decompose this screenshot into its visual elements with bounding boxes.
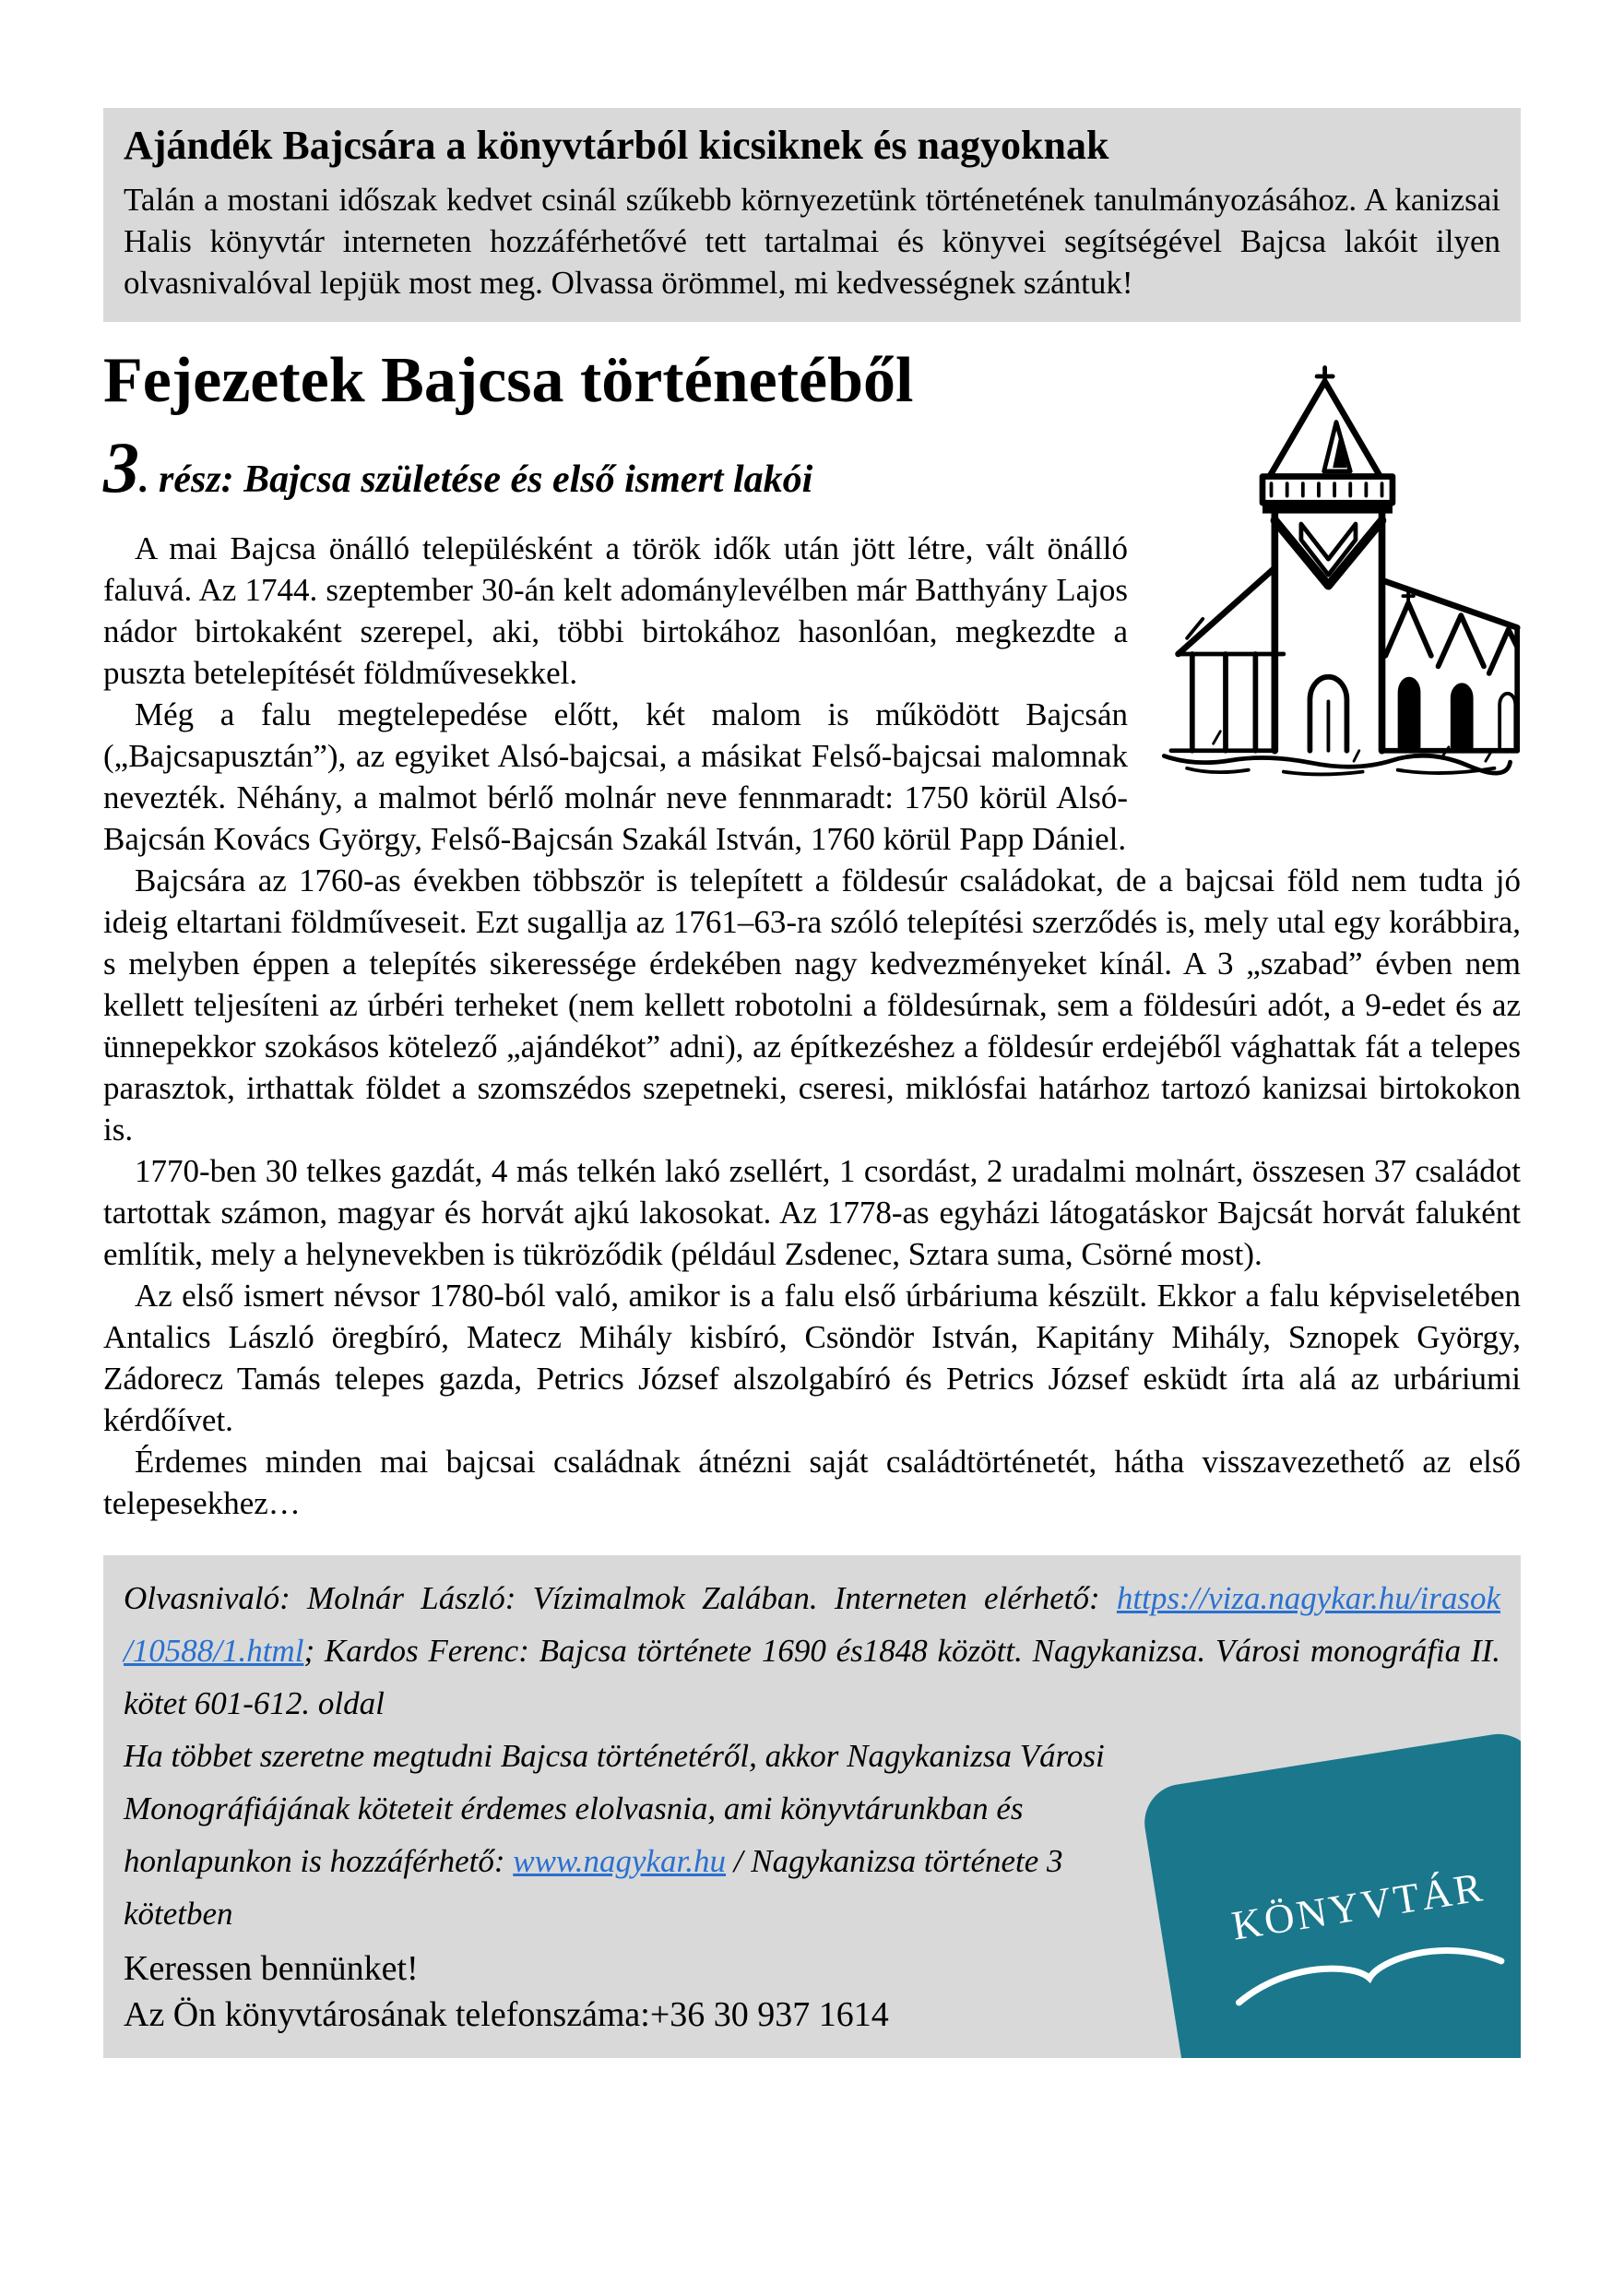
cta-line: Keressen bennünket!: [124, 1949, 419, 1989]
page: [103, 0, 1521, 2058]
reading-rest: ; Kardos Ferenc: Bajcsa története 1690 és1848 között. Nagykanizsa. Városi monográfia II. kötet 601-612. oldal: [124, 1633, 1500, 1722]
intro-body: Talán a mostani időszak kedvet csinál szűkebb környezetünk történetének tanulmányozásához. A kanizsai Halis könyvtár interneten hozzáférhetővé tett tartalmai és könyvei segítségével Bajcsa lakóit ilyen olvasnivalóval lepjük most meg. Olvassa örömmel, mi kedvességnek szántuk!: [124, 181, 1500, 301]
article: [103, 346, 1521, 1525]
phone-line: Az Ön könyvtárosának telefonszáma:+36 30 937 1614: [124, 1995, 889, 2035]
article-title: Fejezetek Bajcsa történetéből: [103, 344, 914, 416]
church-illustration: [1152, 351, 1521, 790]
intro-title: Ajándék Bajcsára a könyvtárból kicsiknek és nagyoknak: [124, 123, 1109, 168]
body-paragraph: 1770-ben 30 telkes gazdát, 4 más telkén lakó zsellért, 1 csordást, 2 uradalmi molnárt, összesen 37 családot tartottak számon, magyar és horvát ajkú lakosokat. Az 1778-as egyházi látogatáskor Bajcsát horvát faluként említik, mely a helynevekben is tükröződik (például Zsdenec, Sztara suma, Csörné most).: [103, 1153, 1521, 1273]
reading-intro: Olvasnivaló: Molnár László: Vízimalmok Zalában. Interneten elérhető:: [124, 1580, 1117, 1617]
library-logo-text: KÖNYVTÁR: [1228, 1862, 1488, 1949]
body-paragraph: A mai Bajcsa önálló településként a török idők után jött létre, vált önálló faluvá. Az 1744. szeptember 30-án kelt adománylevélben már Batthyány Lajos nádor birtokaként szerepel, aki, többi birtokához hasonlóan, megkezdte a puszta betelepítését földművesekkel.: [103, 530, 1128, 692]
part-label: . rész: Bajcsa születése és első ismert lakói: [139, 458, 813, 502]
intro-box: [103, 108, 1521, 322]
more-intro: Ha többet szeretne megtudni Bajcsa történetéről, akkor Nagykanizsa Városi Monográfiájának köteteit érdemes elolvasnia, ami könyvtárunkban és honlapunkon is hozzáférhető:: [124, 1738, 1105, 1880]
viza-nagykar-link[interactable]: https://viza.nagykar.hu/irasok /10588/1.html: [124, 1580, 1500, 1670]
body-paragraph: Az első ismert névsor 1780-ból való, amikor is a falu első úrbáriuma készült. Ekkor a falu képviseletében Antalics László öregbíró, Matecz Mihály kisbíró, Csöndör István, Kapitány Mihály, Sznopek György, Zádorecz Tamás telepes gazda, Petrics József alszolgabíró és Petrics József esküdt írta alá az urbáriumi kérdőívet.: [103, 1278, 1521, 1439]
part-number: 3: [103, 427, 139, 508]
reading-paragraph: [124, 1572, 1500, 1730]
church-drawing-icon: [1152, 351, 1521, 790]
more-rest: / Nagykanizsa története 3 kötetben: [124, 1843, 1063, 1933]
body-paragraph: Érdemes minden mai bajcsai családnak átnézni saját családtörténetét, hátha visszavezethető az első telepesekhez…: [103, 1444, 1521, 1522]
nagykar-link[interactable]: www.nagykar.hu: [513, 1843, 727, 1880]
outro-box: [103, 1555, 1521, 2058]
body-paragraph: Még a falu megtelepedése előtt, két malom is működött Bajcsán („Bajcsapusztán”), az egyiket Alsó-bajcsai, a másikat Felső-bajcsai malomnak nevezték. Néhány, a malmot bérlő molnár neve fennmaradt: 1750 körül Alsó-Bajcsán Kovács György, Felső-Bajcsán Szakál István, 1760 körül Papp Dániel.: [103, 696, 1128, 858]
body-paragraph: Bajcsára az 1760-as években többször is telepített a földesúr családokat, de a bajcsai föld nem tudta jó ideig eltartani földműveseit. Ezt sugallja az 1761–63-ra szóló telepítési szerződés is, mely utal egy korábbira, s melyben éppen a telepítés sikeressége érdekében nagy kedvezményeket kínál. A 3 „szabad” évben nem kellett teljesíteni az úrbéri terheket (nem kellett robotolni a földesúrnak, sem a földesúri adót, a 9-edet és az ünnepekkor szokásos kötelező „ajándékot” adni), az építkezéshez a földesúr erdejéből vághattak fát a telepes parasztok, irthattak földet a szomszédos szepetneki, cseresi, miklósfai határhoz tartozó kanizsai birtokokon is.: [103, 862, 1521, 1148]
